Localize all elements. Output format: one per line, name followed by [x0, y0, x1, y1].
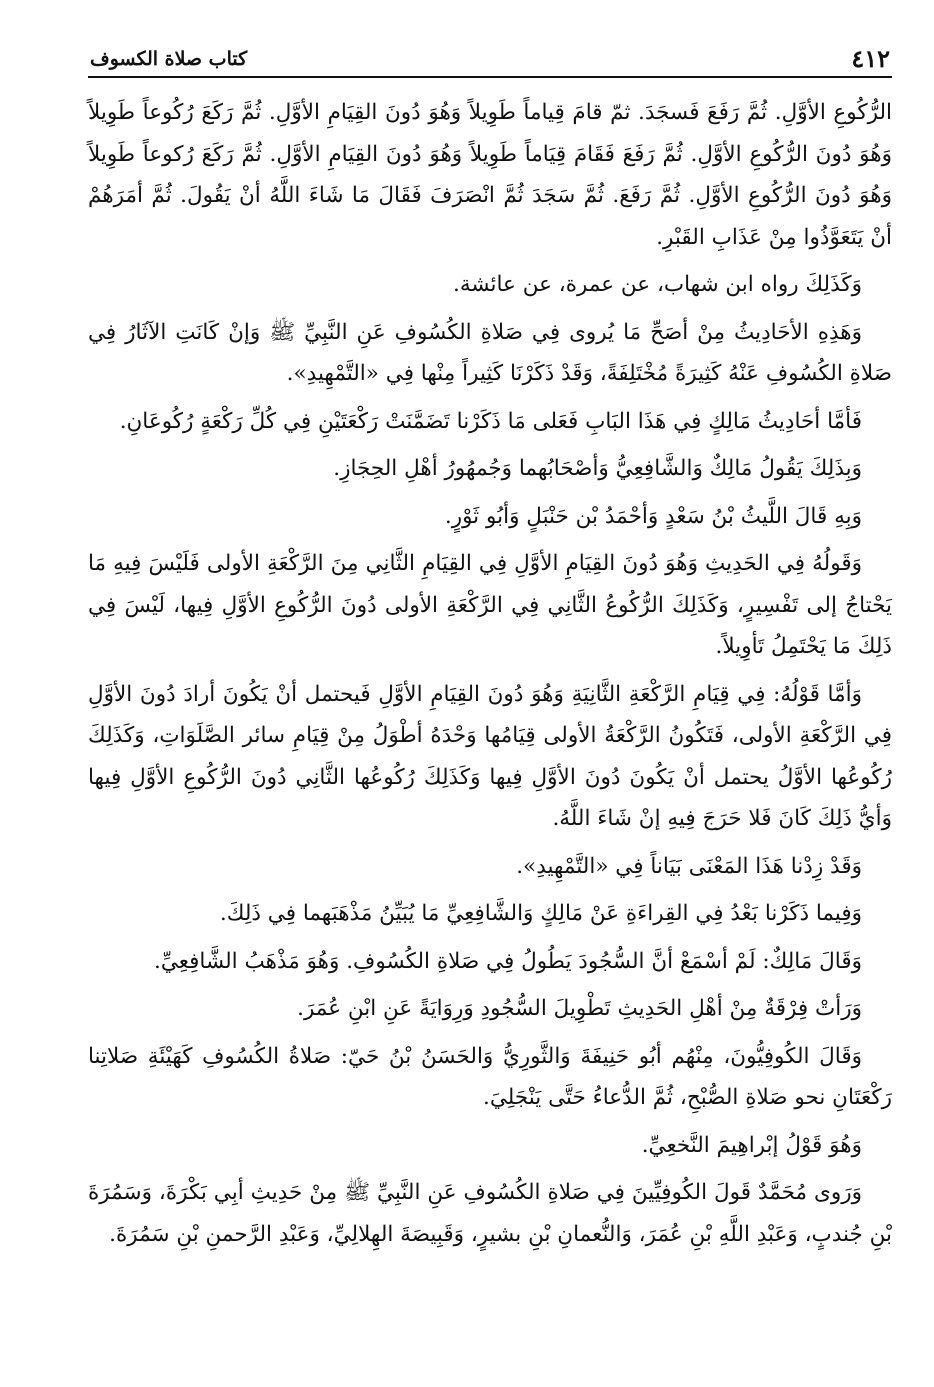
paragraph: وَقَالَ الكُوفِيُّونَ، مِنْهُم أبُو حَنِيفَةَ وَالثَّورِيُّ وَالحَسَنُ بْنُ حَيّ: صَلاةُ الكُسُوفِ كَهَيْئَةِ صَلاتِنا رَكْعَتَانِ نحو صَلاةِ الصُّبْحِ، ثُمَّ الدُّعاءُ حَتَّى يَنْجَلِيَ.	[88, 1043, 892, 1110]
page-header	[88, 30, 892, 78]
paragraph: وَقَولُهُ فِي الحَدِيثِ وَهُوَ دُونَ القِيَامِ الأوَّلِ فِي القِيَامِ الثَّانِي مِنَ الرَّكْعَةِ الأولى فَلَيْسَ فِيهِ مَا يَحْتاجُ إلى تَفْسِيرٍ، وَكَذَلِكَ الرُّكُوعُ الثَّانِي فِي الرَّكْعَةِ الأولى دُونَ الرُّكُوعِ الأوَّلِ فِيها، لَيْسَ فِي ذَلِكَ مَا يَحْتَمِلُ تَأوِيلاً.	[88, 551, 892, 659]
paragraph: وَقَالَ مَالِكٌ: لَمْ أسْمَعْ أنَّ السُّجُودَ يَطُولُ فِي صَلاةِ الكُسُوفِ. وَهُوَ مَذْهَبُ الشَّافِعِيِّ.	[153, 948, 862, 974]
paragraph: وَكَذَلِكَ رواه ابن شهاب، عن عمرة، عن عائشة.	[452, 272, 862, 297]
paragraph: وَأمَّا قَوْلُهُ: فِي قِيَامِ الرَّكْعَةِ الثَّانِيَةِ وَهُوَ دُونَ القِيَامِ الأوَّلِ فَيحتمل أنْ يَكُونَ أرادَ دُونَ الأوَّلِ فِي الرَّكْعَةِ الأولى، فَتَكُونُ الرَّكْعَةُ الأولى قِيَامُها وَحْدَهُ أطْوَلُ مِنْ قِيَامِ سائر الصَّلَوَاتِ، وَكَذَلِكَ رُكُوعُها الأوَّلُ يحتمل أنْ يَكُونَ دُونَ الأوَّلِ فِيها وَكَذَلِكَ رُكُوعُها الثَّانِي دُونَ الرُّكُوعِ الأوَّلِ فِيها وَأيُّ ذَلِكَ كَانَ فَلا حَرَجَ فِيهِ إنْ شَاءَ اللَّهُ.	[88, 681, 892, 831]
paragraph: وَقَدْ زِدْنا هَذَا المَعْنَى بَيَاناً فِي «التَّمْهِيدِ».	[516, 853, 862, 879]
running-title: كتاب صلاة الكسوف	[90, 48, 248, 70]
paragraph: وَهُوَ قَوْلُ إبْراهِيمَ النَّخعِيِّ.	[641, 1132, 862, 1158]
paragraph: وَبِذَلِكَ يَقُولُ مَالِكٌ وَالشَّافِعِيُّ وَأصْحَابُهما وَجُمهُورُ أهْلِ الحِجَازِ.	[333, 456, 862, 481]
header-rule	[88, 76, 892, 78]
paragraph: فَأمَّا أحَادِيثُ مَالِكٍ فِي هَذَا البَابِ فَعَلى مَا ذَكَرْنا تَضَمَّنَتْ رَكْعَتَيْنِ فِي كُلِّ رَكْعَةٍ رُكُوعَانِ.	[119, 408, 862, 434]
page-number: ٤١٢	[851, 44, 890, 73]
paragraph: وَرَوى مُحَمَّدٌ قَولَ الكُوفِيِّينَ فِي صَلاةِ الكُسُوفِ عَنِ النَّبِيِّ ﷺ مِنْ حَدِيثِ أبِي بَكْرَةَ، وَسَمُرَةَ بْنِ جُندبٍ، وَعَبْدِ اللَّهِ بْنِ عُمَرَ، وَالنُّعمانِ بْنِ بشيرٍ، وَقَبِيصَةَ الهِلالِيِّ، وَعَبْدِ الرَّحمنِ بْنِ سَمُرَةَ.	[88, 1180, 892, 1247]
paragraph: وَرَأتْ فِرْقَةٌ مِنْ أهْلِ الحَدِيثِ تَطْوِيلَ السُّجُودِ وَرِوَايَةً عَنِ ابْنِ عُمَرَ.	[297, 996, 862, 1021]
paragraph: وَبِهِ قَالَ اللَّيثُ بْنُ سَعْدٍ وَأحْمَدُ بْن حَنْبَلٍ وَأبُو ثَوْرٍ.	[444, 503, 862, 529]
paragraph: وَفِيما ذَكَرْنا بَعْدُ فِي القِراءَةِ عَنْ مَالِكٍ وَالشَّافِعِيِّ مَا يُبَيِّنُ مَذْهَبَهما فِي ذَلِكَ.	[219, 901, 862, 926]
body-text	[88, 92, 892, 1255]
book-page	[88, 30, 892, 1370]
paragraph: الرُّكُوعِ الأوَّلِ. ثُمَّ رَفَعَ فَسجَدَ. ثمّ قامَ قِياماً طَوِيلاً وَهُوَ دُونَ القِيَامِ الأوَّلِ. ثُمَّ رَكَعَ رُكُوعاً طَوِيلاً وَهُوَ دُونَ الرُّكُوعِ الأوَّلِ. ثُمَّ رَفَعَ فَقَامَ قِيَاماً طَوِيلاً وَهُوَ دُونَ القِيَامِ الأوَّلِ. ثُمَّ رَكَعَ رُكوعاً طَوِيلاً وَهُوَ دُونَ الرُّكُوعِ الأوَّلِ. ثُمَّ رَفَعَ. ثُمَّ سَجَدَ ثُمَّ انْصَرَفَ فَقَالَ مَا شَاءَ اللَّهُ أنْ يَقُولَ. ثُمَّ أمَرَهُمْ أنْ يَتَعَوَّذُوا مِنْ عَذَابِ القَبْرِ.	[88, 100, 892, 250]
paragraph: وَهَذِهِ الأحَادِيثُ مِنْ أصَحِّ مَا يُروى فِي صَلاةِ الكُسُوفِ عَنِ النَّبِيِّ ﷺ وَإنْ كَانَتِ الآثَارُ فِي صَلاةِ الكُسُوفِ عَنْهُ كَثِيرَةً مُخْتَلِفَةً، وَقَدْ ذَكَرْنَا كَثِيراً مِنْها فِي «التَّمْهِيدِ».	[88, 319, 892, 386]
